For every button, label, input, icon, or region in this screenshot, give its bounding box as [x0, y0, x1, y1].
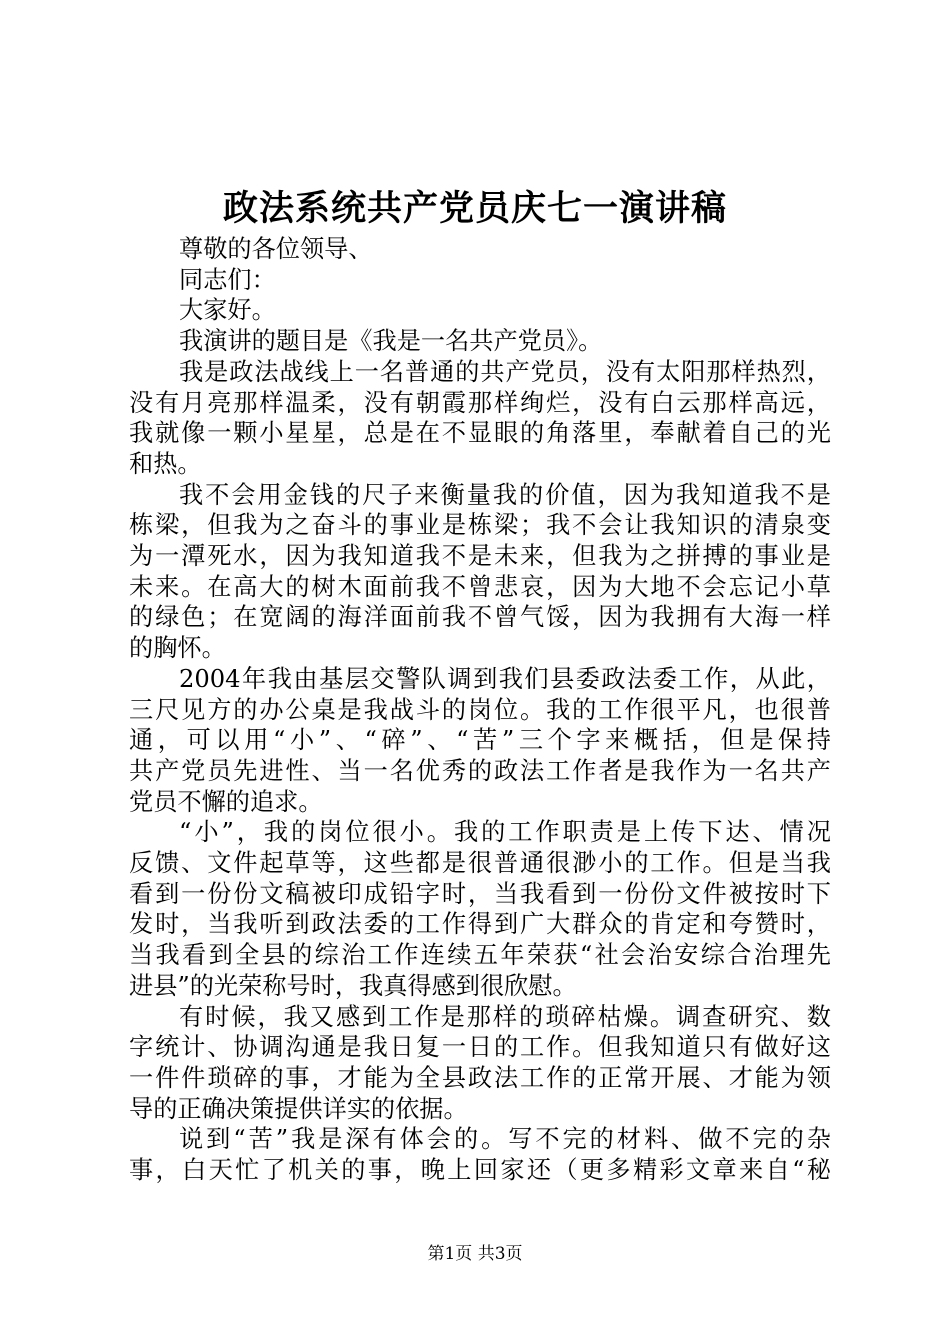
body-line: 通，可以用“小”、“碎”、“苦”三个字来概括，但是保持 [129, 726, 831, 755]
body-line: “小”，我的岗位很小。我的工作职责是上传下达、情况 [179, 818, 831, 847]
body-line: 未来。在高大的树木面前我不曾悲哀，因为大地不会忘记小草 [129, 572, 831, 601]
page-footer: 第1页 共3页 [427, 1244, 523, 1264]
body-line: 导的正确决策提供详实的依据。 [129, 1094, 468, 1123]
body-line: 和热。 [129, 449, 202, 478]
body-line: 同志们： [179, 265, 276, 294]
body-line: 当我看到全县的综治工作连续五年荣获“社会治安综合治理先 [129, 941, 831, 970]
body-line: 我就像一颗小星星，总是在不显眼的角落里，奉献着自己的光 [129, 419, 831, 448]
body-line: 没有月亮那样温柔，没有朝霞那样绚烂，没有白云那样高远， [129, 388, 831, 417]
body-line: 我不会用金钱的尺子来衡量我的价值，因为我知道我不是 [179, 480, 831, 509]
body-line: 的绿色；在宽阔的海洋面前我不曾气馁，因为我拥有大海一样 [129, 603, 831, 632]
body-line: 看到一份份文稿被印成铅字时，当我看到一份份文件被按时下 [129, 879, 831, 908]
body-line: 一件件琐碎的事，才能为全县政法工作的正常开展、才能为领 [129, 1063, 831, 1092]
body-line: 有时候，我又感到工作是那样的琐碎枯燥。调查研究、数 [179, 1002, 831, 1031]
body-line: 2004年我由基层交警队调到我们县委政法委工作，从此， [179, 664, 831, 693]
body-line: 党员不懈的追求。 [129, 787, 323, 816]
body-line: 说到“苦”我是深有体会的。写不完的材料、做不完的杂 [179, 1125, 831, 1154]
body-line: 尊敬的各位领导、 [179, 235, 373, 263]
body-line: 我是政法战线上一名普通的共产党员，没有太阳那样热烈， [179, 357, 831, 386]
body-line: 进县”的光荣称号时，我真得感到很欣慰。 [129, 971, 577, 1000]
body-line: 共产党员先进性、当一名优秀的政法工作者是我作为一名共产 [129, 756, 831, 785]
body-line: 事，白天忙了机关的事，晚上回家还（更多精彩文章来自“秘 [129, 1156, 831, 1185]
body-line: 的胸怀。 [129, 634, 226, 663]
document-title: 政法系统共产党员庆七一演讲稿 [222, 188, 727, 229]
body-line: 发时，当我听到政法委的工作得到广大群众的肯定和夸赞时， [129, 910, 831, 939]
body-line: 我演讲的题目是《我是一名共产党员》。 [179, 327, 603, 356]
body-line: 栋梁，但我为之奋斗的事业是栋梁；我不会让我知识的清泉变 [129, 511, 831, 540]
document-body [129, 234, 831, 1186]
body-line: 为一潭死水，因为我知道我不是未来，但我为之拼搏的事业是 [129, 542, 831, 571]
body-line: 三尺见方的办公桌是我战斗的岗位。我的工作很平凡，也很普 [129, 695, 831, 724]
body-line: 大家好。 [179, 296, 276, 325]
body-line: 字统计、协调沟通是我日复一日的工作。但我知道只有做好这 [129, 1033, 831, 1062]
body-line: 反馈、文件起草等，这些都是很普通很渺小的工作。但是当我 [129, 849, 831, 878]
